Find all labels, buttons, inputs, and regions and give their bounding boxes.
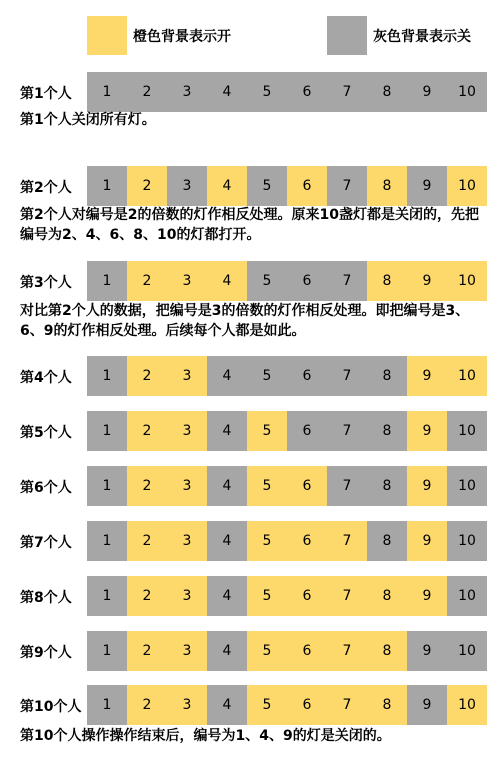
legend-on-label: 橙色背景表示开 <box>133 29 231 45</box>
row-label: 第6个人 <box>20 480 72 496</box>
bulb-row <box>87 576 487 616</box>
bulb-cell: 7 <box>327 166 367 206</box>
bulb-cell: 7 <box>327 356 367 396</box>
bulb-cell: 5 <box>247 356 287 396</box>
bulb-row <box>87 261 487 301</box>
row-label: 第5个人 <box>20 425 72 441</box>
bulb-cell: 7 <box>327 72 367 112</box>
legend-on-swatch <box>87 16 127 55</box>
bulb-cell: 8 <box>367 356 407 396</box>
bulb-cell: 5 <box>247 685 287 725</box>
bulb-row <box>87 166 487 206</box>
bulb-cell: 9 <box>407 166 447 206</box>
bulb-cell: 8 <box>367 466 407 506</box>
bulb-cell: 6 <box>287 685 327 725</box>
bulb-cell: 9 <box>407 356 447 396</box>
bulb-cell: 5 <box>247 166 287 206</box>
bulb-cell: 3 <box>167 72 207 112</box>
bulb-cell: 4 <box>207 685 247 725</box>
row-label: 第10个人 <box>20 699 82 715</box>
bulb-cell: 9 <box>407 72 447 112</box>
bulb-cell: 10 <box>447 166 487 206</box>
bulb-cell: 10 <box>447 411 487 451</box>
bulb-cell: 7 <box>327 631 367 671</box>
bulb-cell: 7 <box>327 261 367 301</box>
bulb-cell: 4 <box>207 72 247 112</box>
bulb-cell: 10 <box>447 356 487 396</box>
bulb-cell: 3 <box>167 631 207 671</box>
bulb-cell: 2 <box>127 261 167 301</box>
bulb-cell: 4 <box>207 166 247 206</box>
note-4: 第10个人操作操作结束后，编号为1、4、9的灯是关闭的。 <box>20 728 391 744</box>
bulb-cell: 6 <box>287 576 327 616</box>
bulb-cell: 5 <box>247 521 287 561</box>
bulb-cell: 1 <box>87 356 127 396</box>
bulb-cell: 2 <box>127 356 167 396</box>
legend-off-label: 灰色背景表示关 <box>373 29 471 45</box>
bulb-cell: 5 <box>247 261 287 301</box>
bulb-cell: 6 <box>287 631 327 671</box>
bulb-cell: 10 <box>447 685 487 725</box>
bulb-cell: 10 <box>447 261 487 301</box>
bulb-cell: 1 <box>87 166 127 206</box>
bulb-cell: 4 <box>207 521 247 561</box>
bulb-cell: 2 <box>127 411 167 451</box>
bulb-cell: 1 <box>87 466 127 506</box>
bulb-cell: 4 <box>207 576 247 616</box>
bulb-cell: 9 <box>407 261 447 301</box>
bulb-cell: 9 <box>407 521 447 561</box>
bulb-cell: 3 <box>167 166 207 206</box>
bulb-cell: 1 <box>87 631 127 671</box>
bulb-cell: 5 <box>247 631 287 671</box>
bulb-cell: 2 <box>127 576 167 616</box>
bulb-cell: 7 <box>327 466 367 506</box>
note-3: 对比第2个人的数据，把编号是3的倍数的灯作相反处理。即把编号是3、6、9的灯作相反处理。后续每个人都是如此。 <box>20 303 470 339</box>
row-label: 第4个人 <box>20 370 72 386</box>
bulb-cell: 3 <box>167 521 207 561</box>
bulb-cell: 9 <box>407 576 447 616</box>
bulb-cell: 5 <box>247 576 287 616</box>
bulb-cell: 8 <box>367 576 407 616</box>
bulb-row <box>87 631 487 671</box>
bulb-cell: 3 <box>167 685 207 725</box>
bulb-cell: 3 <box>167 261 207 301</box>
bulb-cell: 2 <box>127 166 167 206</box>
bulb-row <box>87 521 487 561</box>
bulb-cell: 8 <box>367 72 407 112</box>
row-label: 第1个人 <box>20 86 72 102</box>
note-2: 第2个人对编号是2的倍数的灯作相反处理。原来10盏灯都是关闭的，先把编号为2、4、6、8、10的灯都打开。 <box>20 207 479 243</box>
bulb-row <box>87 466 487 506</box>
bulb-cell: 8 <box>367 261 407 301</box>
bulb-cell: 1 <box>87 576 127 616</box>
bulb-cell: 3 <box>167 576 207 616</box>
bulb-cell: 4 <box>207 261 247 301</box>
bulb-cell: 2 <box>127 521 167 561</box>
bulb-cell: 3 <box>167 411 207 451</box>
bulb-cell: 2 <box>127 466 167 506</box>
bulb-cell: 1 <box>87 261 127 301</box>
bulb-cell: 8 <box>367 521 407 561</box>
bulb-cell: 4 <box>207 466 247 506</box>
bulb-cell: 2 <box>127 72 167 112</box>
bulb-cell: 2 <box>127 631 167 671</box>
bulb-cell: 5 <box>247 411 287 451</box>
bulb-cell: 3 <box>167 466 207 506</box>
bulb-cell: 8 <box>367 685 407 725</box>
bulb-row <box>87 72 487 112</box>
bulb-cell: 7 <box>327 576 367 616</box>
row-label: 第9个人 <box>20 645 72 661</box>
bulb-cell: 7 <box>327 685 367 725</box>
bulb-cell: 1 <box>87 685 127 725</box>
bulb-cell: 10 <box>447 576 487 616</box>
bulb-cell: 8 <box>367 411 407 451</box>
bulb-cell: 1 <box>87 72 127 112</box>
bulb-cell: 6 <box>287 261 327 301</box>
bulb-cell: 4 <box>207 411 247 451</box>
row-label: 第7个人 <box>20 535 72 551</box>
bulb-cell: 5 <box>247 72 287 112</box>
bulb-cell: 6 <box>287 356 327 396</box>
bulb-cell: 1 <box>87 521 127 561</box>
legend-off-swatch <box>327 16 367 55</box>
bulb-cell: 5 <box>247 466 287 506</box>
bulb-cell: 7 <box>327 521 367 561</box>
bulb-cell: 6 <box>287 166 327 206</box>
bulb-cell: 3 <box>167 356 207 396</box>
bulb-cell: 9 <box>407 466 447 506</box>
bulb-cell: 6 <box>287 72 327 112</box>
row-label: 第8个人 <box>20 590 72 606</box>
bulb-cell: 10 <box>447 521 487 561</box>
note-1: 第1个人关闭所有灯。 <box>20 112 156 128</box>
bulb-cell: 8 <box>367 631 407 671</box>
row-label: 第3个人 <box>20 275 72 291</box>
bulb-cell: 2 <box>127 685 167 725</box>
bulb-cell: 10 <box>447 631 487 671</box>
bulb-cell: 10 <box>447 466 487 506</box>
bulb-row <box>87 411 487 451</box>
bulb-cell: 6 <box>287 411 327 451</box>
bulb-cell: 6 <box>287 521 327 561</box>
bulb-cell: 6 <box>287 466 327 506</box>
bulb-cell: 4 <box>207 356 247 396</box>
bulb-cell: 1 <box>87 411 127 451</box>
bulb-cell: 9 <box>407 411 447 451</box>
bulb-cell: 9 <box>407 685 447 725</box>
bulb-cell: 9 <box>407 631 447 671</box>
bulb-row <box>87 685 487 725</box>
row-label: 第2个人 <box>20 180 72 196</box>
bulb-cell: 8 <box>367 166 407 206</box>
bulb-cell: 10 <box>447 72 487 112</box>
bulb-cell: 4 <box>207 631 247 671</box>
bulb-cell: 7 <box>327 411 367 451</box>
bulb-row <box>87 356 487 396</box>
